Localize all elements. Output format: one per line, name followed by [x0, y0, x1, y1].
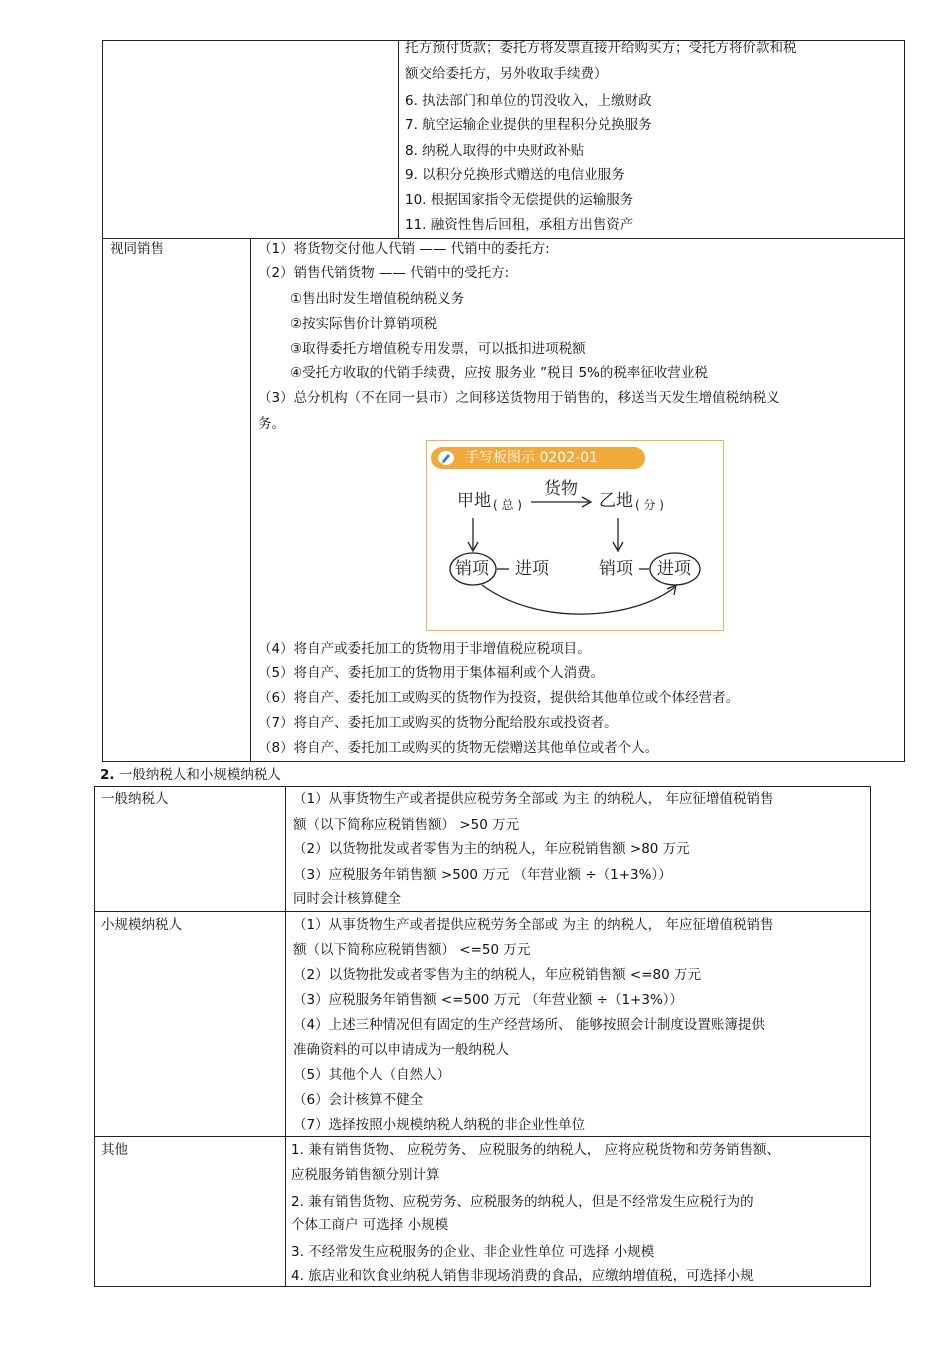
list-item: 同时会计核算健全: [293, 891, 401, 907]
table-taxpayer-types: [94, 786, 871, 1287]
divider: [94, 1136, 871, 1137]
list-item: （4）上述三种情况但有固定的生产经营场所、 能够按照会计制度设置账簿提供: [293, 1017, 765, 1033]
list-item: ③取得委托方增值税专用发票，可以抵扣进项税额: [290, 341, 586, 357]
label-xiaoxiang-right: 销项: [599, 559, 633, 579]
label-fen: ( 分 ): [635, 498, 664, 512]
list-item: 11. 融资性售后回租，承租方出售资产: [405, 217, 634, 233]
list-item: ②按实际售价计算销项税: [290, 316, 438, 332]
list-item: （3）总分机构（不在同一县市）之间移送货物用于销售的，移送当天发生增值税纳税义: [258, 390, 780, 406]
list-item: （1）将货物交付他人代销 —— 代销中的委托方:: [258, 241, 550, 257]
row-label-general: 一般纳税人: [101, 791, 169, 807]
label-yi: 乙地: [599, 491, 633, 511]
section-heading: [100, 766, 281, 784]
list-item: 额（以下简称应税销售额） >50 万元: [293, 817, 520, 833]
list-item: 2. 兼有销售货物、应税劳务、应税服务的纳税人，但是不经常发生应税行为的: [291, 1194, 754, 1210]
divider: [102, 238, 905, 239]
list-item: 准确资料的可以申请成为一般纳税人: [293, 1042, 509, 1058]
list-item: ①售出时发生增值税纳税义务: [290, 291, 465, 307]
list-item: 10. 根据国家指令无偿提供的运输服务: [405, 192, 634, 208]
diagram-figure: [426, 440, 724, 631]
list-item: （2）销售代销货物 —— 代销中的受托方:: [258, 265, 510, 281]
list-item: （4）将自产或委托加工的货物用于非增值税应税项目。: [258, 641, 591, 657]
list-item: （2）以货物批发或者零售为主的纳税人，年应税销售额 <=80 万元: [293, 967, 701, 983]
list-item: （8）将自产、委托加工或购买的货物无偿赠送其他单位或者个人。: [258, 740, 659, 756]
list-item: 托方预付货款；委托方将发票直接开给购买方；受托方将价款和税: [405, 40, 797, 56]
divider: [94, 911, 871, 912]
label-goods: 货物: [544, 479, 578, 499]
list-item: 3. 不经常发生应税服务的企业、非企业性单位 可选择 小规模: [291, 1244, 655, 1260]
label-jinxiang-right: 进项: [657, 559, 691, 579]
list-item: 7. 航空运输企业提供的里程积分兑换服务: [405, 117, 652, 133]
list-item: 应税服务销售额分别计算: [291, 1167, 440, 1183]
divider: [250, 238, 251, 762]
list-item: 6. 执法部门和单位的罚没收入，上缴财政: [405, 93, 652, 109]
diagram-lines: [427, 441, 723, 630]
list-item: 9. 以积分兑换形式赠送的电信业服务: [405, 167, 625, 183]
list-item: 1. 兼有销售货物、 应税劳务、 应税服务的纳税人， 应将应税货物和劳务销售额、: [291, 1142, 781, 1158]
row-label-deemed-sale: 视同销售: [110, 241, 164, 257]
divider: [285, 786, 286, 1287]
list-item: 个体工商户 可选择 小规模: [291, 1217, 449, 1233]
label-zong: ( 总 ): [493, 498, 522, 512]
row-label-other: 其他: [101, 1142, 128, 1158]
label-xiaoxiang-left: 销项: [455, 559, 489, 579]
list-item: （6）将自产、委托加工或购买的货物作为投资，提供给其他单位或个体经营者。: [258, 690, 740, 706]
row-label-small: 小规模纳税人: [101, 917, 182, 933]
label-jinxiang-left: 进项: [515, 559, 549, 579]
list-item: ④受托方收取的代销手续费，应按 服务业 ”税目 5%的税率征收营业税: [290, 365, 708, 381]
list-item: （3）应税服务年销售额 <=500 万元 （年营业额 ÷（1+3%））: [293, 992, 684, 1008]
figure-title: 手写板图示 0202-01: [465, 450, 598, 466]
list-item: 额（以下简称应税销售额） <=50 万元: [293, 942, 531, 958]
list-item: （1）从事货物生产或者提供应税劳务全部或 为主 的纳税人， 年应征增值税销售: [293, 791, 774, 807]
list-item: （2）以货物批发或者零售为主的纳税人，年应税销售额 >80 万元: [293, 841, 690, 857]
list-item: 务。: [258, 416, 285, 432]
list-item: 4. 旅店业和饮食业纳税人销售非现场消费的食品，应缴纳增值税，可选择小规: [291, 1268, 754, 1284]
list-item: （6）会计核算不健全: [293, 1092, 424, 1108]
list-item: （1）从事货物生产或者提供应税劳务全部或 为主 的纳税人， 年应征增值税销售: [293, 917, 774, 933]
list-item: （3）应税服务年销售额 >500 万元 （年营业额 ÷（1+3%））: [293, 867, 672, 883]
list-item: 额交给委托方，另外收取手续费）: [405, 66, 608, 82]
section-title: 一般纳税人和小规模纳税人: [118, 767, 281, 783]
list-item: 8. 纳税人取得的中央财政补贴: [405, 143, 585, 159]
section-number: 2.: [100, 767, 115, 783]
list-item: （5）将自产、委托加工的货物用于集体福利或个人消费。: [258, 665, 605, 681]
list-item: （5）其他个人（自然人）: [293, 1067, 451, 1083]
list-item: （7）选择按照小规模纳税人纳税的非企业性单位: [293, 1117, 586, 1133]
list-item: （7）将自产、委托加工或购买的货物分配给股东或投资者。: [258, 715, 618, 731]
divider: [398, 40, 399, 238]
label-jia: 甲地: [457, 491, 491, 511]
